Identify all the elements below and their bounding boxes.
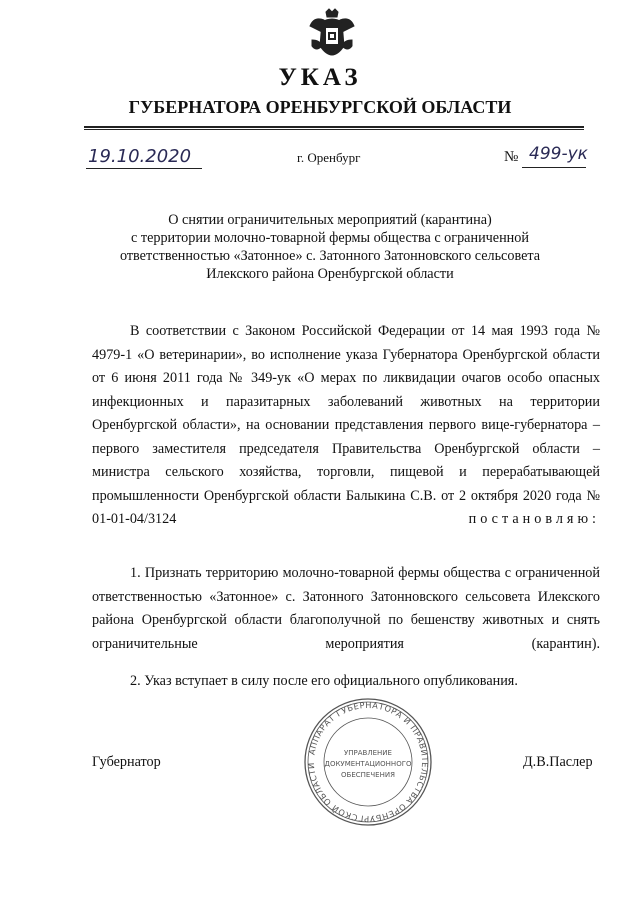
body-paragraph-preamble (92, 320, 600, 532)
date-underline (86, 168, 202, 169)
seal-center-line: ДОКУМЕНТАЦИОННОГО (324, 760, 412, 768)
header-divider-thin (84, 129, 584, 130)
document-number: 499-ук (529, 144, 588, 164)
heading-line: ответственностью «Затонное» с. Затонного Затонновского сельсовета (119, 248, 541, 264)
decree-word: постановляю: (468, 511, 600, 527)
heading-line: с территории молочно-товарной фермы общества с ограниченной (131, 230, 529, 246)
body-paragraph-item-1: 1. Признать территорию молочно-товарной фермы общества с ограниченной ответственностью «Затонное» с. Затонного Затонновского сельсовета Илекского района Оренбургской области благополучной по бешенству животных и снять ограничительные мероприятия (карантин). (92, 565, 600, 652)
seal-ring-text: АППАРАТ ГУБЕРНАТОРА И ПРАВИТЕЛЬСТВА ОРЕНБУРГСКОЙ ОБЛАСТИ (305, 699, 431, 825)
signer-title: Губернатор (92, 754, 161, 770)
coat-of-arms-icon (300, 6, 364, 70)
document-subtitle: ГУБЕРНАТОРА ОРЕНБУРГСКОЙ ОБЛАСТИ (128, 97, 512, 117)
document-heading (60, 211, 600, 283)
heading-line: Илекского района Оренбургской области (206, 266, 454, 282)
official-seal-stamp (303, 697, 433, 827)
seal-center-line: УПРАВЛЕНИЕ (344, 749, 392, 757)
body-paragraph-item-2: 2. Указ вступает в силу после его официального опубликования. (130, 673, 518, 689)
number-label: № (504, 149, 519, 165)
heading-line: О снятии ограничительных мероприятий (карантина) (168, 212, 492, 228)
preamble-text: В соответствии с Законом Российской Федерации от 14 мая 1993 года № 4979-1 «О ветеринарии», во исполнение указа Губернатора Оренбургской области от 6 июня 2011 года № 349-ук «О мерах по ликвидации очагов особо опасных инфекционных и паразитарных заболеваний животных на территории Оренбургской области», на основании представления первого вице-губернатора – первого заместителя председателя Правительства Оренбургской области – министра сельского хозяйства, торговли, пищевой и перерабатывающей промышленности Оренбургской области Балыкина С.В. от 2 октября 2020 года № 01-01-04/3124 (92, 323, 600, 527)
number-underline (522, 167, 586, 168)
signer-name: Д.В.Паслер (523, 754, 593, 770)
seal-center-line: ОБЕСПЕЧЕНИЯ (341, 771, 395, 779)
document-date: 19.10.2020 (88, 146, 192, 167)
header-divider (84, 126, 584, 128)
document-city: г. Оренбург (297, 150, 361, 165)
document-title: УКАЗ (278, 64, 362, 91)
